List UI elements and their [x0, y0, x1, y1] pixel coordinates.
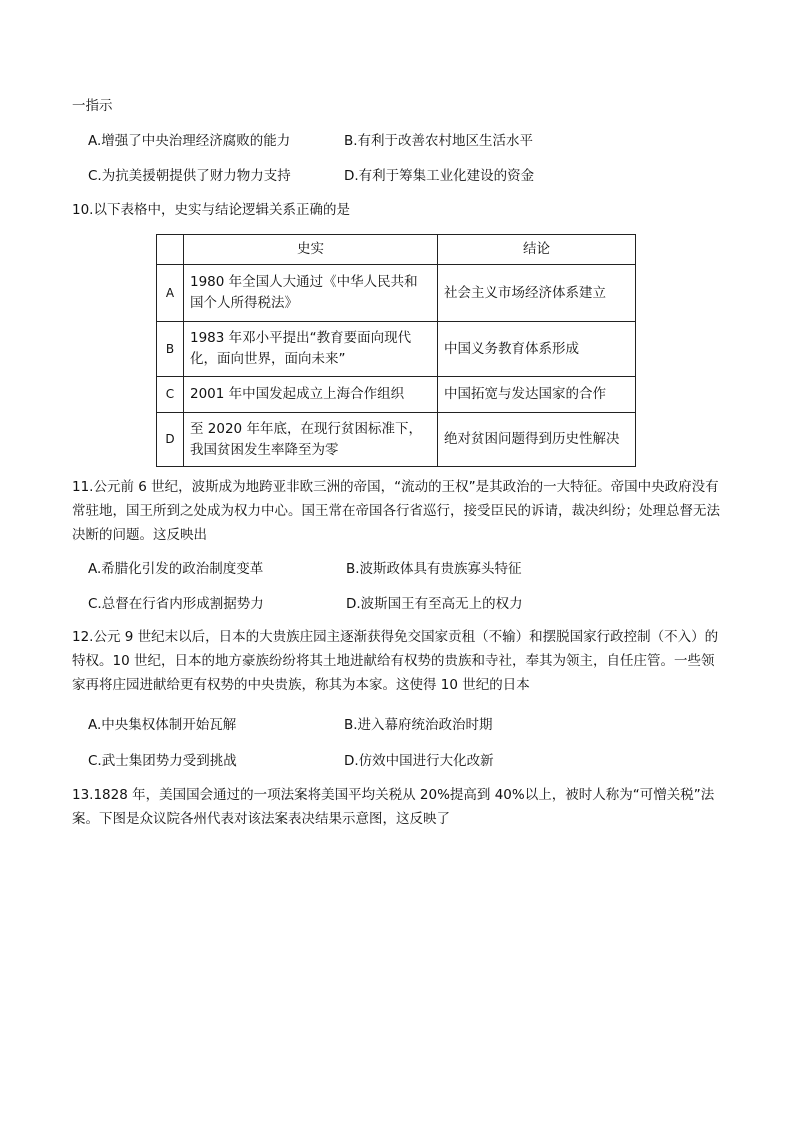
row-conclusion: 中国拓宽与发达国家的合作 — [438, 377, 636, 413]
row-letter: A — [157, 265, 184, 322]
row-letter: D — [157, 413, 184, 467]
intro-line: 一指示 — [72, 98, 113, 114]
row-conclusion: 绝对贫困问题得到历史性解决 — [438, 413, 636, 467]
table-header-corner — [157, 235, 184, 265]
q10-table — [156, 234, 636, 467]
table-header-fact: 史实 — [184, 235, 438, 265]
q11-stem: 11.公元前 6 世纪，波斯成为地跨亚非欧三洲的帝国，“流动的王权”是其政治的一大特征。帝国中央政府没有常驻地，国王所到之处成为权力中心。国王常在帝国各行省巡行，接受臣民的诉请，裁决纠纷；处理总督无法决断的问题。这反映出 — [72, 479, 720, 543]
row-fact: 1980 年全国人大通过《中华人民共和国个人所得税法》 — [184, 265, 438, 322]
q11-option-b[interactable]: B.波斯政体具有贵族寡头特征 — [346, 561, 522, 577]
q12-option-a[interactable]: A.中央集权体制开始瓦解 — [88, 717, 237, 733]
row-fact: 1983 年邓小平提出“教育要面向现代化，面向世界，面向未来” — [184, 322, 438, 377]
table-row — [157, 322, 636, 377]
q9-option-c[interactable]: C.为抗美援朝提供了财力物力支持 — [88, 168, 291, 184]
table-row — [157, 377, 636, 413]
q11-option-a[interactable]: A.希腊化引发的政治制度变革 — [88, 561, 264, 577]
table-header-conclusion: 结论 — [438, 235, 636, 265]
row-conclusion: 中国义务教育体系形成 — [438, 322, 636, 377]
q9-option-b[interactable]: B.有利于改善农村地区生活水平 — [344, 133, 534, 149]
table-header-row — [157, 235, 636, 265]
q12-option-c[interactable]: C.武士集团势力受到挑战 — [88, 753, 237, 769]
q9-option-a[interactable]: A.增强了中央治理经济腐败的能力 — [88, 133, 291, 149]
row-letter: B — [157, 322, 184, 377]
table-row — [157, 265, 636, 322]
q11-option-c[interactable]: C.总督在行省内形成割据势力 — [88, 596, 264, 612]
q12-option-b[interactable]: B.进入幕府统治政治时期 — [344, 717, 493, 733]
row-fact: 2001 年中国发起成立上海合作组织 — [184, 377, 438, 413]
row-conclusion: 社会主义市场经济体系建立 — [438, 265, 636, 322]
q12-stem: 12.公元 9 世纪末以后，日本的大贵族庄园主逐渐获得免交国家贡租（不输）和摆脱国家行政控制（不入）的特权。10 世纪，日本的地方豪族纷纷将其土地进献给有权势的贵族和寺社，奉其为领主，自任庄管。一些领家再将庄园进献给更有权势的中央贵族，称其为本家。这使得 10 世纪的日本 — [72, 629, 719, 693]
q11-option-d[interactable]: D.波斯国王有至高无上的权力 — [346, 596, 523, 612]
row-fact: 至 2020 年年底，在现行贫困标准下，我国贫困发生率降至为零 — [184, 413, 438, 467]
row-letter: C — [157, 377, 184, 413]
q9-option-d[interactable]: D.有利于筹集工业化建设的资金 — [344, 168, 535, 184]
q10-stem: 10.以下表格中，史实与结论逻辑关系正确的是 — [72, 202, 350, 218]
q13-stem: 13.1828 年，美国国会通过的一项法案将美国平均关税从 20%提高到 40%以上，被时人称为“可憎关税”法案。下图是众议院各州代表对该法案表决结果示意图，这反映了 — [72, 787, 715, 827]
q12-option-d[interactable]: D.仿效中国进行大化改新 — [344, 753, 494, 769]
table-row — [157, 413, 636, 467]
